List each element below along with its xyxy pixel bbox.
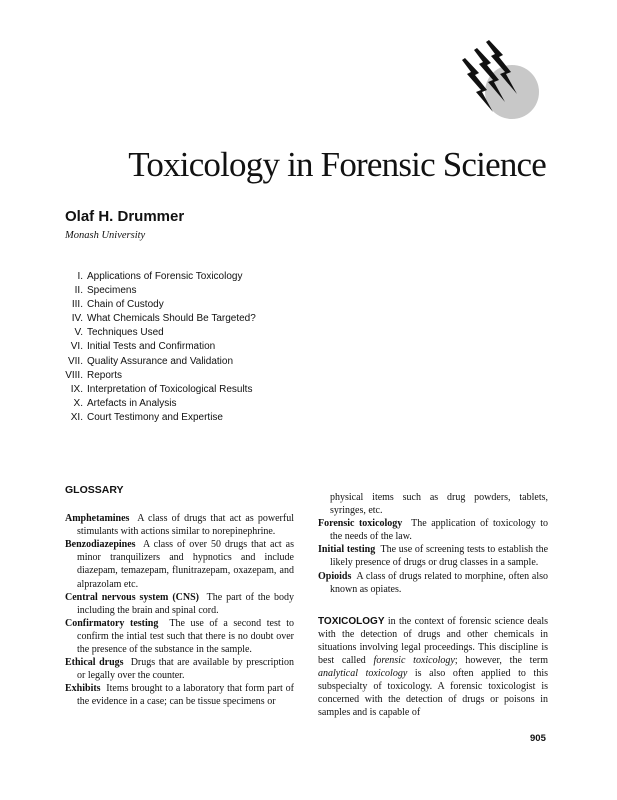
glossary-entry: Benzodiazepines A class of over 50 drugs that act as minor tranquilizers and hypnotics and include diazepam, temazepam, flunitrazepam, oxazepam, and alprazolam etc.	[65, 539, 294, 590]
toc-item: IV. What Chemicals Should Be Targeted?	[71, 313, 256, 325]
toc-item: XI. Court Testimony and Expertise	[70, 411, 223, 423]
toc-item: III. Chain of Custody	[71, 299, 164, 311]
glossary-entry: Ethical drugs Drugs that are available by prescription or legally over the counter.	[65, 657, 295, 682]
toc-item: VIII. Reports	[65, 369, 123, 381]
toc-item: VI. Initial Tests and Confirmation	[70, 341, 216, 353]
toc-item: X. Artefacts in Analysis	[73, 397, 177, 409]
glossary-entry: Initial testing The use of screening tests to establish the likely presence of drugs or drug classes in a sample.	[318, 544, 549, 569]
author-name: Olaf H. Drummer	[65, 208, 185, 225]
glossary-entry: Exhibits Items brought to a laboratory that form part of the evidence in a case; can be tissue specimens or	[65, 683, 295, 708]
table-of-contents	[65, 270, 256, 425]
left-column	[65, 484, 294, 709]
author-affiliation: Monash University	[65, 230, 146, 241]
glossary-entry: Forensic toxicology The application of toxicology to the needs of the law.	[318, 518, 548, 543]
toc-item: II. Specimens	[74, 285, 137, 297]
glossary-entry: Confirmatory testing The use of a second test to confirm the intial test such that there is no doubt over the presence of the substance in the sample.	[65, 617, 294, 656]
toc-item: IX. Interpretation of Toxicological Results	[70, 383, 253, 395]
glossary-heading: GLOSSARY	[65, 484, 124, 496]
intro-paragraph: TOXICOLOGY in the context of forensic science deals with the detection of drugs and other chemicals in situations involving legal proceedings. This discipline is best called forensic toxicology; however, the term analytical toxicology is also often applied to this subspecialty of toxicology. A forensic toxicologist is concerned with the detection of drugs or poisons in samples and is capable of	[318, 615, 549, 719]
right-column	[318, 491, 548, 730]
lightning-bolt-logo-icon	[462, 40, 552, 120]
page-number: 905	[530, 733, 546, 744]
toc-item: V. Techniques Used	[74, 327, 164, 339]
toc-item: VII. Quality Assurance and Validation	[67, 355, 234, 367]
glossary-entry-continuation: physical items such as drug powders, tablets, syringes, etc.	[330, 492, 548, 517]
toc-item: I. Applications of Forensic Toxicology	[77, 271, 243, 282]
page-title: Toxicology in Forensic Science	[128, 145, 546, 184]
glossary-entry: Central nervous system (CNS) The part of the body including the brain and spinal cord.	[65, 591, 294, 616]
glossary-entry: Opioids A class of drugs related to morphine, often also known as opiates.	[318, 570, 548, 595]
glossary-entry: Amphetamines A class of drugs that act as powerful stimulants with actions similar to norepinephrine.	[65, 513, 294, 538]
